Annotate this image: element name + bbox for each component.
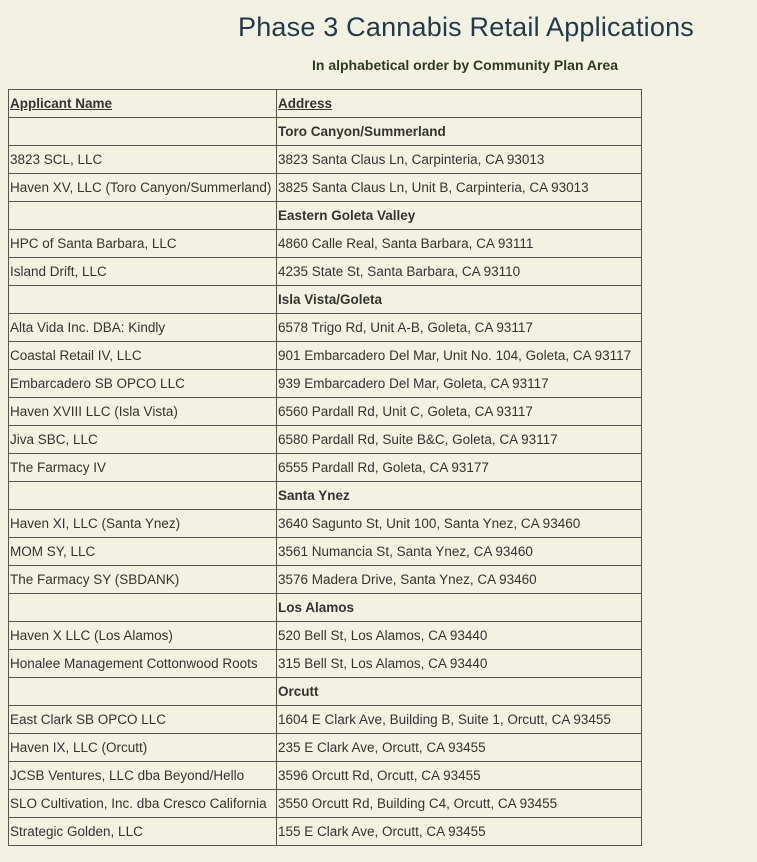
address-cell: 3825 Santa Claus Ln, Unit B, Carpinteria, CA 93013	[277, 174, 642, 202]
area-blank-cell	[9, 286, 277, 314]
table-body	[9, 118, 642, 846]
applicant-name-cell: Island Drift, LLC	[9, 258, 277, 286]
area-row	[9, 678, 642, 706]
area-blank-cell	[9, 482, 277, 510]
area-row	[9, 594, 642, 622]
applicant-name-cell: 3823 SCL, LLC	[9, 146, 277, 174]
applicant-name-cell: Haven X LLC (Los Alamos)	[9, 622, 277, 650]
applicant-name-cell: Honalee Management Cottonwood Roots	[9, 650, 277, 678]
address-cell: 6578 Trigo Rd, Unit A-B, Goleta, CA 93117	[277, 314, 642, 342]
community-plan-area: Eastern Goleta Valley	[277, 202, 642, 230]
community-plan-area: Toro Canyon/Summerland	[277, 118, 642, 146]
header-address: Address	[277, 90, 642, 118]
table-row	[9, 230, 642, 258]
area-blank-cell	[9, 202, 277, 230]
community-plan-area: Orcutt	[277, 678, 642, 706]
address-cell: 6560 Pardall Rd, Unit C, Goleta, CA 93117	[277, 398, 642, 426]
applications-table	[8, 89, 642, 846]
page-subtitle: In alphabetical order by Community Plan Area	[312, 57, 618, 73]
area-row	[9, 118, 642, 146]
area-row	[9, 202, 642, 230]
applicant-name-cell: Haven XV, LLC (Toro Canyon/Summerland)	[9, 174, 277, 202]
table-row	[9, 510, 642, 538]
table-row	[9, 538, 642, 566]
table-row	[9, 622, 642, 650]
community-plan-area: Los Alamos	[277, 594, 642, 622]
address-cell: 3561 Numancia St, Santa Ynez, CA 93460	[277, 538, 642, 566]
table-row	[9, 762, 642, 790]
table-row	[9, 258, 642, 286]
table-row	[9, 314, 642, 342]
address-cell: 3823 Santa Claus Ln, Carpinteria, CA 93013	[277, 146, 642, 174]
table-row	[9, 818, 642, 846]
address-cell: 3550 Orcutt Rd, Building C4, Orcutt, CA 93455	[277, 790, 642, 818]
address-cell: 901 Embarcadero Del Mar, Unit No. 104, Goleta, CA 93117	[277, 342, 642, 370]
applicant-name-cell: Strategic Golden, LLC	[9, 818, 277, 846]
table-row	[9, 734, 642, 762]
table-row	[9, 790, 642, 818]
area-blank-cell	[9, 118, 277, 146]
table-row	[9, 342, 642, 370]
table-row	[9, 650, 642, 678]
applicant-name-cell: Jiva SBC, LLC	[9, 426, 277, 454]
address-cell: 3576 Madera Drive, Santa Ynez, CA 93460	[277, 566, 642, 594]
area-row	[9, 482, 642, 510]
page-title: Phase 3 Cannabis Retail Applications	[238, 12, 694, 42]
table-row	[9, 454, 642, 482]
address-cell: 3596 Orcutt Rd, Orcutt, CA 93455	[277, 762, 642, 790]
applicant-name-cell: Haven XVIII LLC (Isla Vista)	[9, 398, 277, 426]
applicant-name-cell: SLO Cultivation, Inc. dba Cresco California	[9, 790, 277, 818]
header-applicant-name: Applicant Name	[9, 90, 277, 118]
applicant-name-cell: East Clark SB OPCO LLC	[9, 706, 277, 734]
applicant-name-cell: The Farmacy IV	[9, 454, 277, 482]
community-plan-area: Isla Vista/Goleta	[277, 286, 642, 314]
area-blank-cell	[9, 594, 277, 622]
address-cell: 4235 State St, Santa Barbara, CA 93110	[277, 258, 642, 286]
applicant-name-cell: Alta Vida Inc. DBA: Kindly	[9, 314, 277, 342]
address-cell: 6555 Pardall Rd, Goleta, CA 93177	[277, 454, 642, 482]
table-row	[9, 146, 642, 174]
applicant-name-cell: HPC of Santa Barbara, LLC	[9, 230, 277, 258]
applicant-name-cell: MOM SY, LLC	[9, 538, 277, 566]
address-cell: 235 E Clark Ave, Orcutt, CA 93455	[277, 734, 642, 762]
table-row	[9, 370, 642, 398]
address-cell: 1604 E Clark Ave, Building B, Suite 1, Orcutt, CA 93455	[277, 706, 642, 734]
table-row	[9, 566, 642, 594]
table-row	[9, 398, 642, 426]
address-cell: 315 Bell St, Los Alamos, CA 93440	[277, 650, 642, 678]
applicant-name-cell: Embarcadero SB OPCO LLC	[9, 370, 277, 398]
table-row	[9, 426, 642, 454]
applicant-name-cell: The Farmacy SY (SBDANK)	[9, 566, 277, 594]
applicant-name-cell: JCSB Ventures, LLC dba Beyond/Hello	[9, 762, 277, 790]
applicant-name-cell: Haven IX, LLC (Orcutt)	[9, 734, 277, 762]
area-blank-cell	[9, 678, 277, 706]
address-cell: 155 E Clark Ave, Orcutt, CA 93455	[277, 818, 642, 846]
table-row	[9, 706, 642, 734]
applicant-name-cell: Haven XI, LLC (Santa Ynez)	[9, 510, 277, 538]
area-row	[9, 286, 642, 314]
address-cell: 4860 Calle Real, Santa Barbara, CA 93111	[277, 230, 642, 258]
address-cell: 520 Bell St, Los Alamos, CA 93440	[277, 622, 642, 650]
address-cell: 3640 Sagunto St, Unit 100, Santa Ynez, CA 93460	[277, 510, 642, 538]
table-row	[9, 174, 642, 202]
address-cell: 939 Embarcadero Del Mar, Goleta, CA 93117	[277, 370, 642, 398]
address-cell: 6580 Pardall Rd, Suite B&C, Goleta, CA 93117	[277, 426, 642, 454]
applicant-name-cell: Coastal Retail IV, LLC	[9, 342, 277, 370]
community-plan-area: Santa Ynez	[277, 482, 642, 510]
table-header-row	[9, 90, 642, 118]
